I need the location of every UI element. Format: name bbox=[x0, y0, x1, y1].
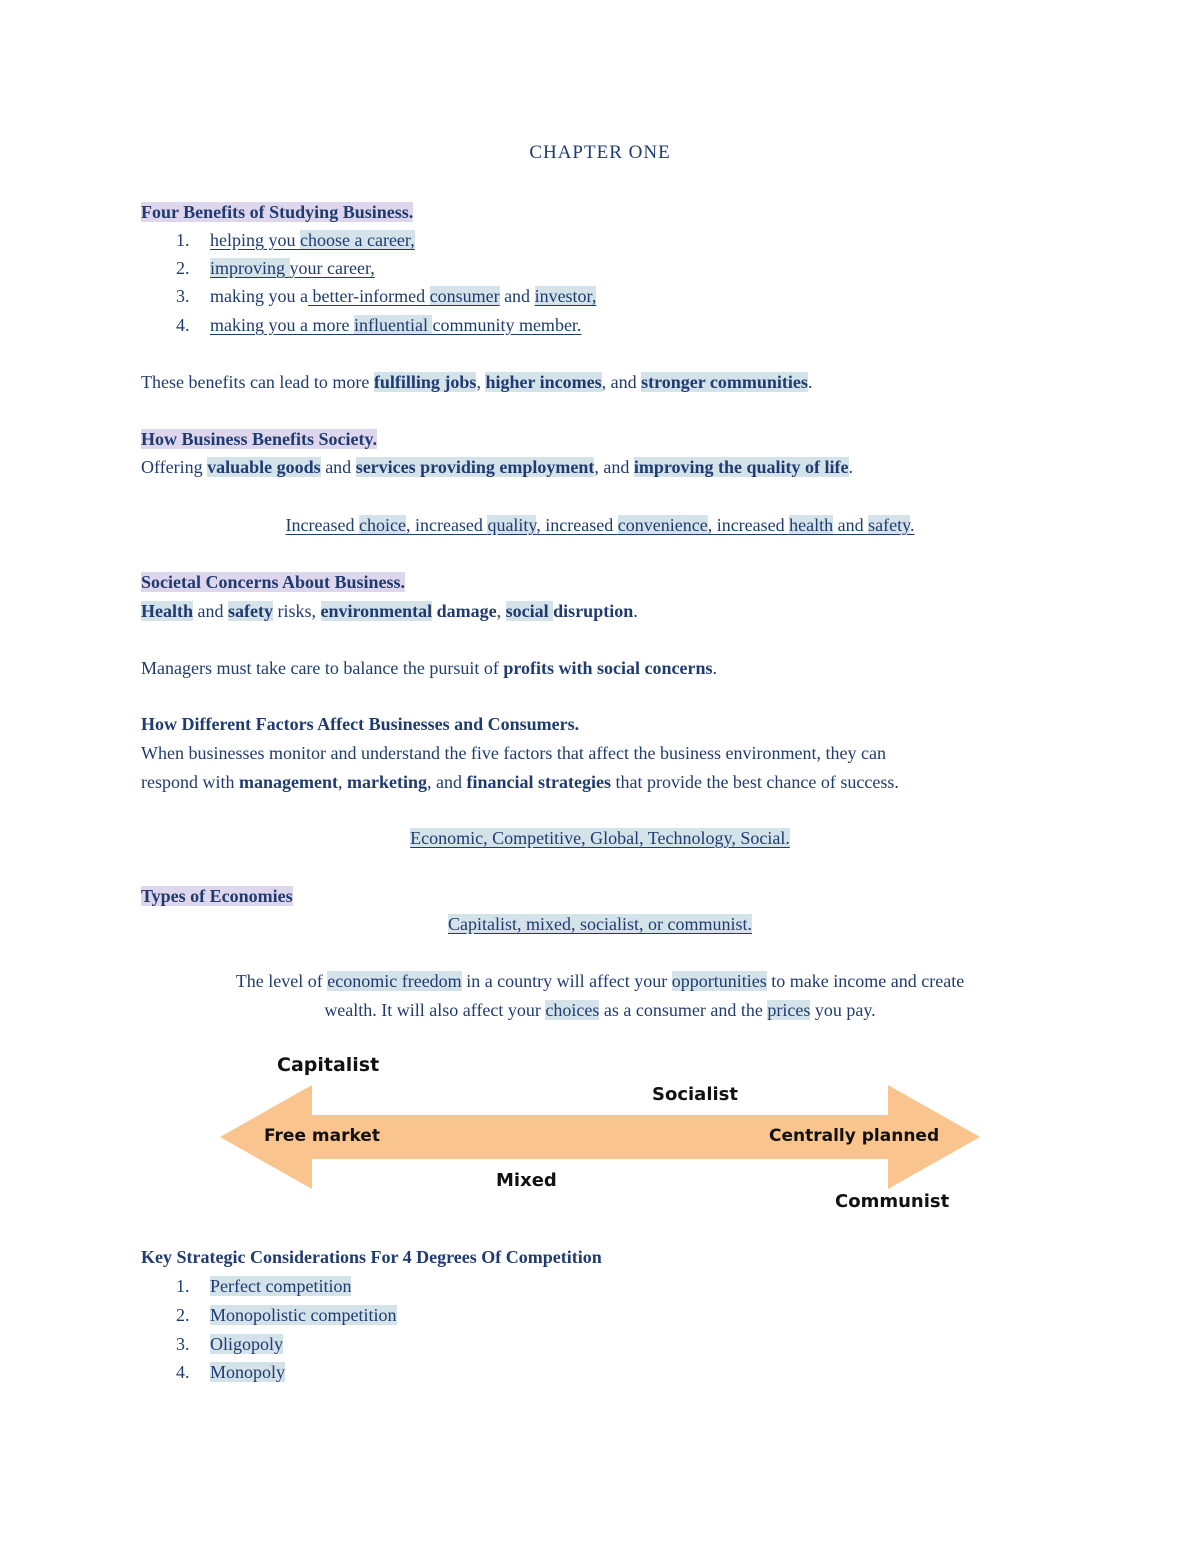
list-item: 2. improving your career, bbox=[176, 258, 375, 278]
centrally-planned-label: Centrally planned bbox=[769, 1126, 940, 1146]
socialist-label: Socialist bbox=[652, 1084, 738, 1105]
factors-paragraph-line1: When businesses monitor and understand the five factors that affect the business environment, they can bbox=[141, 743, 886, 763]
section-heading-benefits: Four Benefits of Studying Business. bbox=[141, 202, 414, 222]
section-heading-society: How Business Benefits Society. bbox=[141, 429, 378, 449]
economy-types-list: Capitalist, mixed, socialist, or communist. bbox=[448, 914, 752, 934]
list-item: 3. Oligopoly bbox=[176, 1334, 284, 1354]
section-heading-economies: Types of Economies bbox=[141, 886, 293, 906]
factors-paragraph-line2: respond with management, marketing, and financial strategies that provide the best chance of success. bbox=[141, 772, 899, 792]
concerns-line: Health and safety risks, environmental damage, social disruption. bbox=[141, 601, 638, 621]
section-heading-factors: How Different Factors Affect Businesses and Consumers. bbox=[141, 714, 580, 734]
list-item: 3. making you a better-informed consumer and investor, bbox=[176, 286, 597, 306]
society-benefits-line: Offering valuable goods and services providing employment, and improving the quality of life. bbox=[141, 457, 854, 477]
capitalist-label: Capitalist bbox=[277, 1054, 380, 1076]
chapter-title: CHAPTER ONE bbox=[529, 142, 671, 163]
list-item: 1. Perfect competition bbox=[176, 1276, 352, 1296]
managers-line: Managers must take care to balance the pursuit of profits with social concerns. bbox=[141, 658, 718, 678]
list-item: 2. Monopolistic competition bbox=[176, 1305, 397, 1325]
freedom-paragraph-line1: The level of economic freedom in a country will affect your opportunities to make income and create bbox=[235, 971, 965, 991]
list-item: 4. Monopoly bbox=[176, 1362, 286, 1382]
section-heading-competition: Key Strategic Considerations For 4 Degrees Of Competition bbox=[141, 1247, 602, 1267]
five-factors-list: Economic, Competitive, Global, Technology, Social. bbox=[410, 828, 790, 848]
benefits-summary: These benefits can lead to more fulfilling jobs, higher incomes, and stronger communities. bbox=[141, 372, 813, 392]
list-item: 4. making you a more influential community member. bbox=[176, 315, 582, 335]
freedom-paragraph-line2: wealth. It will also affect your choices as a consumer and the prices you pay. bbox=[324, 1000, 876, 1020]
economic-spectrum-diagram bbox=[200, 1045, 1000, 1225]
list-item: 1. helping you choose a career, bbox=[176, 230, 415, 250]
increased-benefits-line: Increased choice, increased quality, increased convenience, increased health and safety. bbox=[285, 515, 915, 535]
section-heading-concerns: Societal Concerns About Business. bbox=[141, 572, 406, 592]
communist-label: Communist bbox=[835, 1191, 950, 1212]
free-market-label: Free market bbox=[264, 1126, 380, 1146]
mixed-label: Mixed bbox=[496, 1170, 557, 1191]
